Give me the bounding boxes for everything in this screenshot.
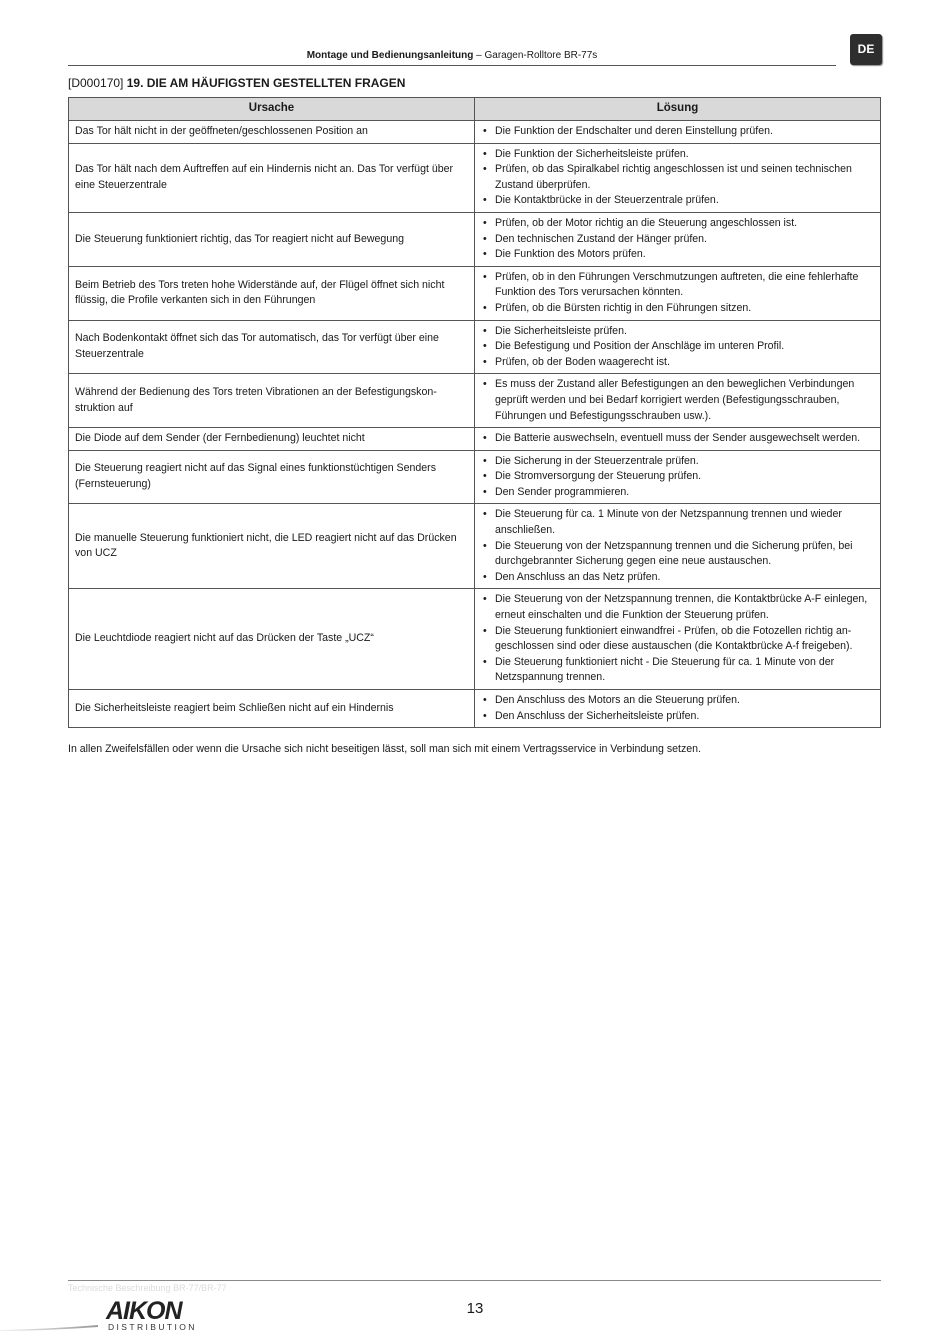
solution-item: • Die Befestigung und Position der Anschläge im unteren Profil. [481,339,874,355]
solution-cell [475,121,881,144]
solution-item: • Den Anschluss der Sicherheitsleiste prüfen. [481,709,874,725]
cause-cell: Nach Bodenkontakt öffnet sich das Tor automatisch, das Tor verfügt über eine Steuerzentrale [69,320,475,374]
solution-cell [475,690,881,728]
solution-list [481,124,874,140]
logo-swoosh-icon [0,1324,98,1331]
cause-cell: Das Tor hält nicht in der geöffneten/geschlossenen Position an [69,121,475,144]
solution-item: • Die Batterie auswechseln, eventuell muss der Sender ausgewechselt werden. [481,431,874,447]
table-row [69,121,881,144]
solution-cell [475,212,881,266]
solution-list [481,507,874,585]
solution-item: • Den Anschluss an das Netz prüfen. [481,570,874,586]
section-heading [68,76,405,90]
solution-cell [475,450,881,504]
solution-list [481,431,874,447]
solution-cell [475,266,881,320]
solution-item: • Die Steuerung funktioniert einwandfrei - Prüfen, ob die Fotozellen richtig angeschlossen sind oder diese austauschen (die Kontaktbrücke A-f freigeben). [481,624,874,655]
section-code: [D000170] [68,76,127,90]
solution-item: • Die Steuerung von der Netzspannung trennen und die Sicherung prüfen, bei durchgebrannter Sicherung gegen eine neue austauschen. [481,539,874,570]
header-divider [68,65,836,66]
solution-list [481,324,874,371]
solution-item: • Den Sender programmieren. [481,485,874,501]
solution-item: • Die Steuerung für ca. 1 Minute von der Netzspannung trennen und wieder anschließen. [481,507,874,538]
aikon-logo [104,1297,214,1337]
table-row [69,504,881,589]
solution-list [481,147,874,209]
solution-item: • Prüfen, ob der Boden waagerecht ist. [481,355,874,371]
footnote: In allen Zweifelsfällen oder wenn die Ursache sich nicht beseitigen lässt, soll man sich mit einem Vertragsservice in Verbindung setzen. [68,743,702,755]
faq-table-body [69,121,881,728]
cause-cell: Während der Bedienung des Tors treten Vibrationen an der Befestigungskonstruktion auf [69,374,475,428]
solution-item: • Prüfen, ob in den Führungen Verschmutzungen auftreten, die eine fehlerhafte Funktion des Tors verursachen könnten. [481,270,874,301]
solution-cell [475,320,881,374]
cause-cell: Die Leuchtdiode reagiert nicht auf das Drücken der Taste „UCZ“ [69,589,475,690]
solution-item: • Die Steuerung funktioniert nicht - Die Steuerung für ca. 1 Minute von der Netzspannung trennen. [481,655,874,686]
solution-item: • Prüfen, ob der Motor richtig an die Steuerung angeschlossen ist. [481,216,874,232]
solution-item: • Es muss der Zustand aller Befestigungen an den beweglichen Verbindungen geprüft werden und bei Bedarf korrigiert werden (Befestigungsschrauben, Führungen und Befestigungsschrauben usw.). [481,377,874,424]
solution-cell [475,374,881,428]
column-header-solution: Lösung [475,98,881,121]
table-row [69,374,881,428]
solution-list [481,216,874,263]
solution-item: • Den Anschluss des Motors an die Steuerung prüfen. [481,693,874,709]
solution-item: • Die Funktion der Sicherheitsleiste prüfen. [481,147,874,163]
language-badge: DE [850,34,882,65]
table-row [69,690,881,728]
faq-table [68,97,881,728]
solution-item: • Die Stromversorgung der Steuerung prüfen. [481,469,874,485]
solution-list [481,270,874,317]
cause-cell: Das Tor hält nach dem Auftreffen auf ein Hindernis nicht an. Das Tor verfügt über eine Steuerzentrale [69,143,475,212]
table-row [69,266,881,320]
cause-cell: Die Steuerung funktioniert richtig, das Tor reagiert nicht auf Bewegung [69,212,475,266]
table-row [69,143,881,212]
logo-subtitle: DISTRIBUTION [108,1322,197,1332]
table-row [69,320,881,374]
solution-item: • Den technischen Zustand der Hänger prüfen. [481,232,874,248]
solution-item: • Prüfen, ob das Spiralkabel richtig angeschlossen ist und seinen technischen Zustand überprüfen. [481,162,874,193]
document-header [68,50,836,61]
solution-item: • Die Kontaktbrücke in der Steuerzentrale prüfen. [481,193,874,209]
solution-cell [475,589,881,690]
solution-list [481,592,874,686]
section-title: 19. DIE AM HÄUFIGSTEN GESTELLTEN FRAGEN [126,76,406,90]
cause-cell: Die manuelle Steuerung funktioniert nicht, die LED reagiert nicht auf das Drücken von UCZ [69,504,475,589]
solution-item: • Prüfen, ob die Bürsten richtig in den Führungen sitzen. [481,301,874,317]
cause-cell: Die Steuerung reagiert nicht auf das Signal eines funktionstüchtigen Senders (Fernsteuerung) [69,450,475,504]
solution-item: • Die Funktion der Endschalter und deren Einstellung prüfen. [481,124,874,140]
solution-item: • Die Steuerung von der Netzspannung trennen, die Kontaktbrücke A-F einlegen, erneut einschalten und die Funktion der Steuerung prüfen. [481,592,874,623]
solution-list [481,693,874,724]
table-row [69,589,881,690]
cause-cell: Beim Betrieb des Tors treten hohe Widerstände auf, der Flügel öffnet sich nicht flüssig, die Profile verkanten sich in den Führungen [69,266,475,320]
table-row [69,428,881,451]
solution-list [481,377,874,424]
solution-cell [475,428,881,451]
manual-title: Montage und Bedienungsanleitung [306,50,474,61]
table-row [69,212,881,266]
solution-item: • Die Sicherheitsleiste prüfen. [481,324,874,340]
logo-wordmark: AIKON [106,1297,182,1325]
page-number: 13 [466,1300,484,1317]
solution-item: • Die Sicherung in der Steuerzentrale prüfen. [481,454,874,470]
cause-cell: Die Diode auf dem Sender (der Fernbedienung) leuchtet nicht [69,428,475,451]
column-header-cause: Ursache [69,98,475,121]
product-name: – Garagen-Rolltore BR-77s [473,50,598,61]
solution-cell [475,143,881,212]
solution-list [481,454,874,501]
table-row [69,450,881,504]
solution-cell [475,504,881,589]
cause-cell: Die Sicherheitsleiste reagiert beim Schließen nicht auf ein Hindernis [69,690,475,728]
footer-divider [68,1280,881,1281]
table-header-row [69,98,881,121]
solution-item: • Die Funktion des Motors prüfen. [481,247,874,263]
footer-faint-text: Technische Beschreibung BR-77/BR-77 [68,1283,227,1293]
